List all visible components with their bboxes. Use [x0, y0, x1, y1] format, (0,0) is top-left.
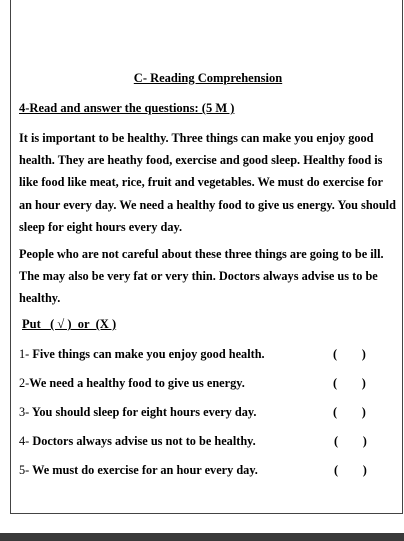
- question-text: You should sleep for eight hours every day.: [29, 405, 257, 419]
- question-2: [19, 376, 397, 396]
- answer-box[interactable]: ( ): [334, 463, 367, 477]
- put-instruction: Put ( √ ) or (X ): [22, 317, 117, 331]
- answer-box[interactable]: ( ): [333, 376, 366, 390]
- question-text: We need a healthy food to give us energy.: [29, 376, 245, 390]
- instruction-heading: 4-Read and answer the questions: (5 M ): [19, 101, 235, 115]
- passage-paragraph-2: People who are not careful about these three things are going to be ill. The may also be very fat or very thin. Doctors always advise us to be healthy.: [19, 247, 384, 306]
- question-number: 3-: [19, 405, 30, 419]
- question-1: [19, 347, 397, 367]
- question-number: 2-: [19, 376, 30, 390]
- answer-box[interactable]: ( ): [333, 405, 366, 419]
- answer-box[interactable]: ( ): [333, 347, 366, 361]
- passage-paragraph-1: It is important to be healthy. Three things can make you enjoy good health. They are heathy food, exercise and good sleep. Healthy food is like food like meat, rice, fruit and vegetables. We must do exercise for an hour every day. We need a healthy food to give us energy. You should sleep for eight hours every day.: [19, 131, 396, 234]
- question-5: [19, 463, 397, 483]
- question-number: 4-: [19, 434, 30, 448]
- section-title: C- Reading Comprehension: [133, 71, 283, 85]
- question-number: 1-: [19, 347, 30, 361]
- answer-box[interactable]: ( ): [334, 434, 367, 448]
- question-text: We must do exercise for an hour every day.: [29, 463, 258, 477]
- question-3: [19, 405, 397, 425]
- question-text: Doctors always advise us not to be healthy.: [29, 434, 256, 448]
- question-text: Five things can make you enjoy good health.: [29, 347, 265, 361]
- question-number: 5-: [19, 463, 30, 477]
- question-4: [19, 434, 397, 454]
- footer-bar: [0, 533, 404, 541]
